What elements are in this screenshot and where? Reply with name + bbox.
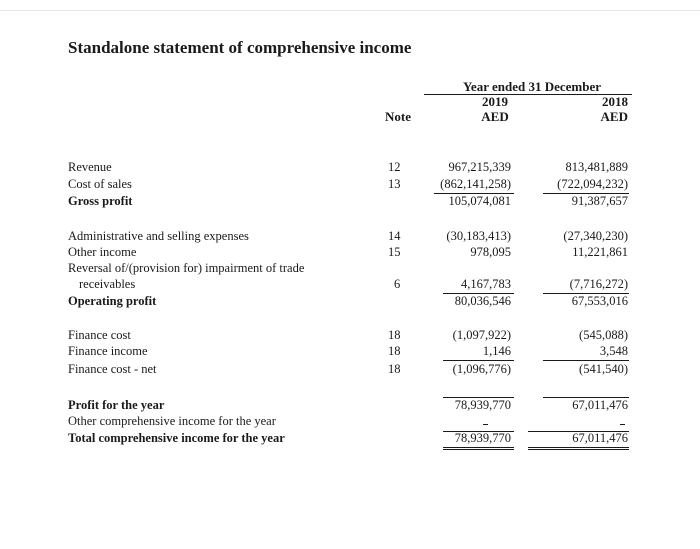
row-2018-other-income: 11,221,861 (572, 245, 628, 259)
year-2019-header: 2019 (482, 94, 508, 109)
row-2019-admin-expenses: (30,183,413) (446, 229, 511, 243)
row-note-finance-cost-net: 18 (388, 362, 401, 376)
currency-2018-header: AED (600, 109, 628, 124)
row-2019-revenue: 967,215,339 (448, 160, 511, 174)
row-2018-finance-cost-net: (541,540) (579, 362, 628, 376)
row-note-impairment: 6 (394, 277, 401, 291)
double-rule-2018-top (528, 447, 629, 448)
row-label-finance-cost: Finance cost (68, 328, 131, 342)
statement-title: Standalone statement of comprehensive income (68, 38, 412, 57)
row-note-other-income: 15 (388, 245, 401, 259)
row-2018-cost-of-sales: (722,094,232) (557, 177, 628, 191)
subtotal-rule-2018 (543, 360, 629, 361)
nil-dash-2018 (620, 424, 625, 425)
row-label-total-comprehensive-income: Total comprehensive income for the year (68, 431, 285, 445)
double-rule-2019-top (443, 447, 514, 448)
row-note-finance-income: 18 (388, 344, 401, 358)
double-rule-2018-bottom (528, 449, 629, 450)
currency-2019-header: AED (481, 109, 509, 124)
row-label-impairment: Reversal of/(provision for) impairment of trade (68, 261, 305, 275)
row-2019-other-income: 978,095 (470, 245, 511, 259)
row-2019-operating-profit: 80,036,546 (454, 294, 511, 308)
row-2019-cost-of-sales: (862,141,258) (440, 177, 511, 191)
row-label-other-income: Other income (68, 245, 137, 259)
row-label-finance-cost-net: Finance cost - net (68, 362, 157, 376)
row-label-revenue: Revenue (68, 160, 112, 174)
page-top-border (0, 10, 700, 11)
row-2019-profit-for-year: 78,939,770 (454, 398, 511, 412)
period-header: Year ended 31 December (462, 79, 602, 94)
row-2018-profit-for-year: 67,011,476 (572, 398, 628, 412)
row-label-impairment-cont: receivables (79, 277, 136, 291)
row-label-cost-of-sales: Cost of sales (68, 177, 132, 191)
double-rule-2019-bottom (443, 449, 514, 450)
row-2018-admin-expenses: (27,340,230) (563, 229, 628, 243)
row-label-gross-profit: Gross profit (68, 194, 133, 208)
row-note-admin-expenses: 14 (388, 229, 401, 243)
row-note-finance-cost: 18 (388, 328, 401, 342)
row-note-revenue: 12 (388, 160, 401, 174)
row-2019-total-comprehensive-income: 78,939,770 (454, 431, 511, 445)
row-2018-finance-income: 3,548 (599, 344, 628, 358)
note-header: Note (385, 109, 411, 124)
row-label-other-comprehensive-income: Other comprehensive income for the year (68, 414, 276, 428)
row-2018-revenue: 813,481,889 (565, 160, 628, 174)
subtotal-rule-2019 (443, 360, 514, 361)
row-2018-gross-profit: 91,387,657 (571, 194, 628, 208)
row-2019-finance-cost-net: (1,096,776) (452, 362, 511, 376)
row-2019-gross-profit: 105,074,081 (448, 194, 511, 208)
row-2019-impairment: 4,167,783 (461, 277, 511, 291)
nil-dash-2019 (483, 424, 488, 425)
year-2018-header: 2018 (602, 94, 628, 109)
row-2019-finance-income: 1,146 (482, 344, 511, 358)
row-label-operating-profit: Operating profit (68, 294, 157, 308)
row-note-cost-of-sales: 13 (388, 177, 401, 191)
row-label-finance-income: Finance income (68, 344, 148, 358)
row-2018-total-comprehensive-income: 67,011,476 (572, 431, 628, 445)
row-label-profit-for-year: Profit for the year (68, 398, 165, 412)
row-2018-operating-profit: 67,553,016 (571, 294, 628, 308)
row-label-admin-expenses: Administrative and selling expenses (68, 229, 249, 243)
row-2018-impairment: (7,716,272) (569, 277, 628, 291)
row-2018-finance-cost: (545,088) (579, 328, 628, 342)
row-2019-finance-cost: (1,097,922) (452, 328, 511, 342)
